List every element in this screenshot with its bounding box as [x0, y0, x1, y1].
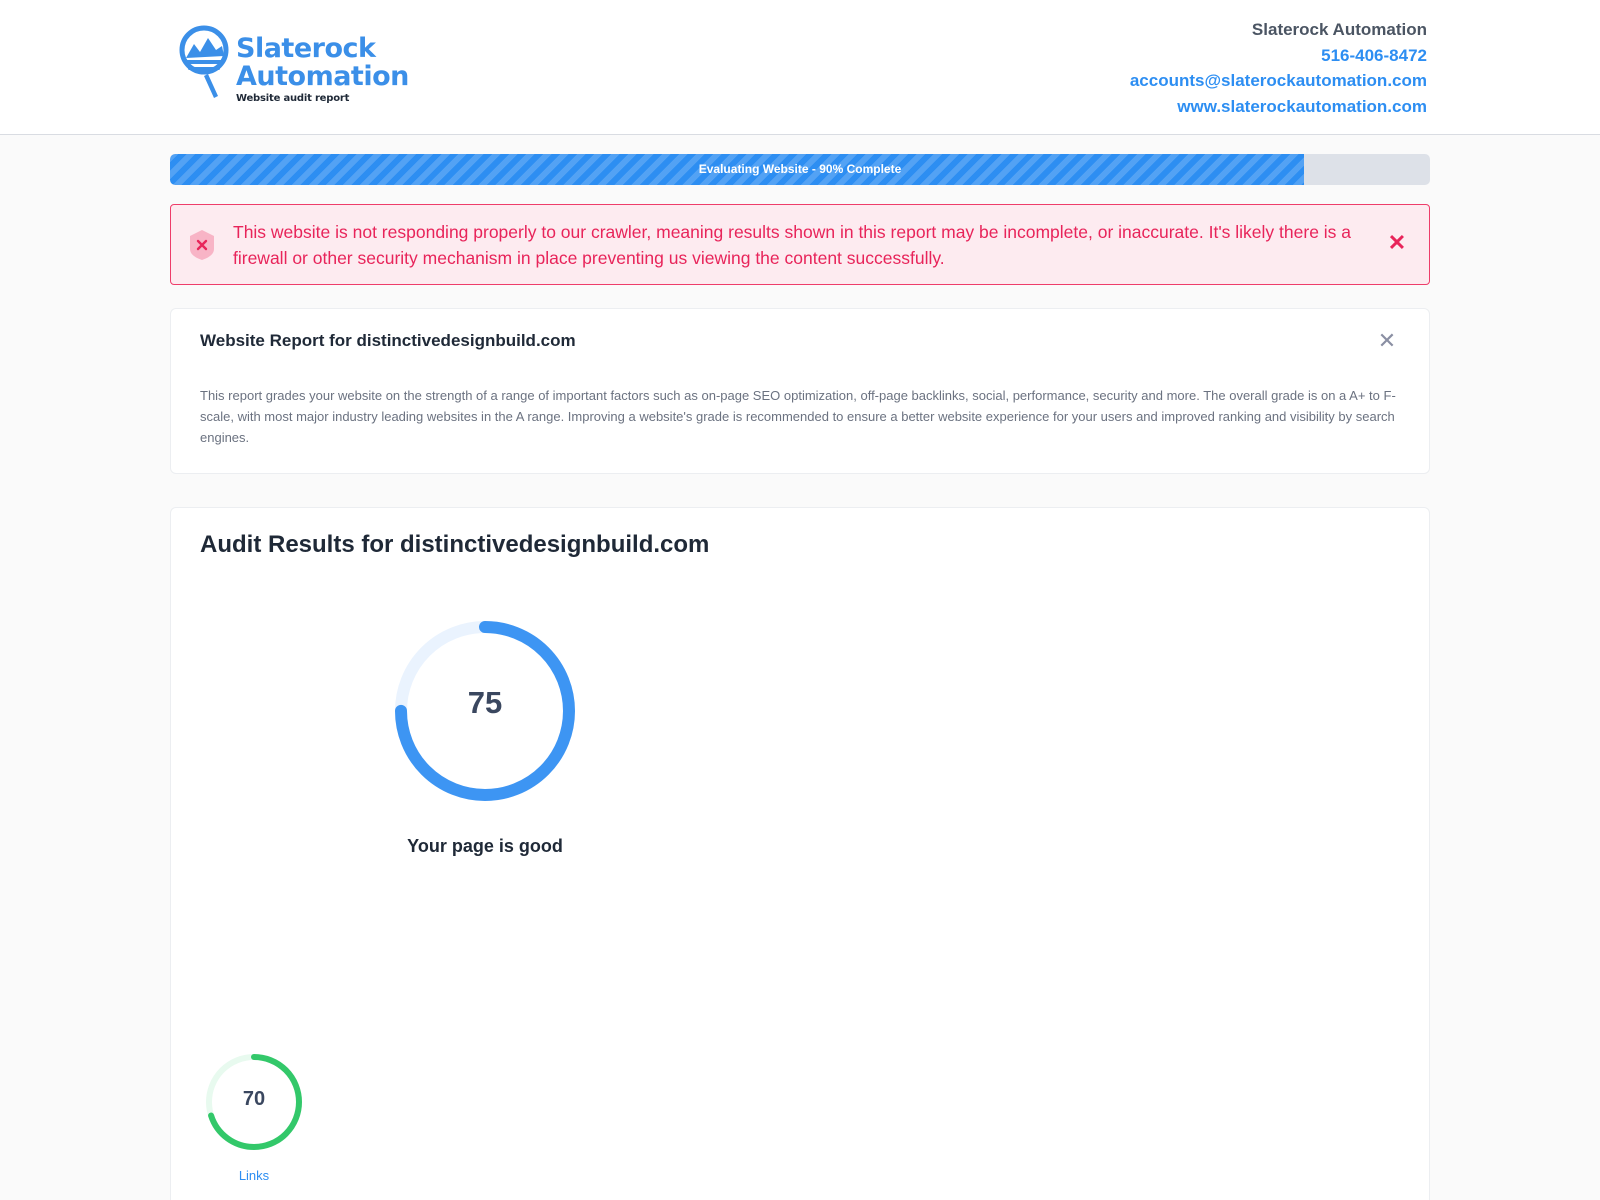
links-category-link[interactable]: Links [238, 1168, 270, 1183]
contact-info [1130, 17, 1427, 119]
report-intro-card [170, 308, 1430, 474]
audit-results-title: Audit Results for distinctivedesignbuild.com [200, 531, 710, 558]
report-intro-title: Website Report for distinctivedesignbuild.com [200, 331, 576, 350]
progress-bar [170, 154, 1430, 185]
crawler-warning-alert [170, 204, 1430, 285]
report-intro-text: This report grades your website on the strength of a range of important factors such as on-page SEO optimization, off-page backlinks, social, performance, security and more. The overall grade is on a A+ to F-scale, with most major industry leading websites in the A range. Improving a website's grade is recommended to ensure a better website experience for your users and improved ranking and visibility by search engines. [200, 388, 1396, 445]
website-link[interactable]: www.slaterockautomation.com [1177, 96, 1427, 116]
alert-message: This website is not responding properly to our crawler, meaning results shown in this report may be incomplete, or inaccurate. It's likely there is a firewall or other security mechanism in place preventing us viewing the content successfully. [233, 222, 1352, 268]
page-header [0, 0, 1600, 135]
links-score-value: 70 [242, 1088, 266, 1110]
email-link[interactable]: accounts@slaterockautomation.com [1129, 71, 1427, 90]
overall-score-value: 75 [467, 685, 503, 720]
logo-icon [178, 24, 234, 104]
alert-close-icon[interactable]: ✕ [1387, 230, 1407, 255]
audit-results-card [170, 507, 1430, 1200]
company-name: Slaterock Automation [1251, 20, 1427, 39]
overall-score-caption: Your page is good [407, 836, 563, 856]
phone-link[interactable]: 516-406-8472 [1321, 45, 1427, 65]
shield-x-icon [189, 229, 215, 266]
progress-label: Evaluating Website - 90% Complete [698, 162, 902, 176]
intro-close-icon[interactable]: ✕ [1377, 328, 1397, 353]
logo-wordmark-line2: Automation [236, 61, 409, 92]
logo-wordmark-line1: Slaterock [236, 33, 376, 64]
logo[interactable] [178, 22, 438, 106]
logo-subtitle: Website audit report [236, 93, 350, 104]
